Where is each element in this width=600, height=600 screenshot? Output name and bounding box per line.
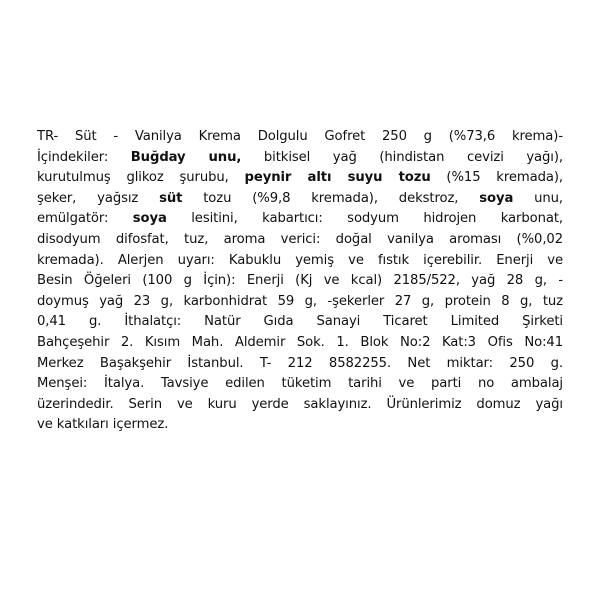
label-text: ve katkıları içermez. xyxy=(37,417,169,433)
label-text: üzerindedir. Serin ve kuru yerde saklayınız. Ürünlerimiz domuz yağı xyxy=(37,396,563,412)
label-line xyxy=(37,312,563,333)
label-line xyxy=(37,374,563,395)
label-text: kremada). Alerjen uyarı: Kabuklu yemiş ve fıstık içerebilir. Enerji ve xyxy=(37,252,563,268)
label-line xyxy=(37,292,563,313)
label-line xyxy=(37,415,563,436)
allergen-text: peynir altı suyu tozu xyxy=(244,170,431,186)
label-text: unu, xyxy=(513,190,563,206)
label-text: TR- Süt - Vanilya Krema Dolgulu Gofret 250 g (%73,6 krema)- xyxy=(37,129,563,144)
label-text: tozu (%9,8 kremada), dekstroz, xyxy=(182,190,480,206)
allergen-text: Buğday unu, xyxy=(130,149,242,165)
label-line xyxy=(37,148,563,169)
label-line xyxy=(37,230,563,251)
allergen-text: soya xyxy=(479,190,514,206)
ingredients-label-text xyxy=(37,127,563,436)
label-text: Bahçeşehir 2. Kısım Mah. Aldemir Sok. 1. Blok No:2 Kat:3 Ofis No:41 xyxy=(37,334,563,350)
label-line xyxy=(37,354,563,375)
label-text: Besin Öğeleri (100 g İçin): Enerji (Kj ve kcal) 2185/522, yağ 28 g, - xyxy=(37,273,563,289)
label-line xyxy=(37,271,563,292)
allergen-text: soya xyxy=(132,211,167,227)
label-line xyxy=(37,189,563,210)
label-text: bitkisel yağ (hindistan cevizi yağı), xyxy=(241,149,563,165)
label-text: Menşei: İtalya. Tavsiye edilen tüketim tarihi ve parti no ambalaj xyxy=(37,376,563,392)
label-text: lesitini, kabartıcı: sodyum hidrojen karbonat, xyxy=(166,211,563,227)
label-text: şeker, yağsız xyxy=(37,190,160,206)
label-text: emülgatör: xyxy=(37,211,133,227)
label-line xyxy=(37,251,563,272)
label-text: doymuş yağ 23 g, karbonhidrat 59 g, -şekerler 27 g, protein 8 g, tuz xyxy=(37,293,563,309)
label-text: Merkez Başakşehir İstanbul. T- 212 8582255. Net miktar: 250 g. xyxy=(37,355,563,371)
label-line xyxy=(37,168,563,189)
label-text: (%15 kremada), xyxy=(430,170,563,186)
label-line xyxy=(37,395,563,416)
label-line xyxy=(37,127,563,148)
label-text: disodyum difosfat, tuz, aroma verici: doğal vanilya aroması (%0,02 xyxy=(37,231,563,247)
label-text: İçindekiler: xyxy=(37,149,131,165)
label-text: kurutulmuş glikoz şurubu, xyxy=(37,170,245,186)
allergen-text: süt xyxy=(159,190,183,206)
label-line xyxy=(37,333,563,354)
label-text: 0,41 g. İthalatçı: Natür Gıda Sanayi Ticaret Limited Şirketi xyxy=(37,314,563,330)
label-line xyxy=(37,209,563,230)
